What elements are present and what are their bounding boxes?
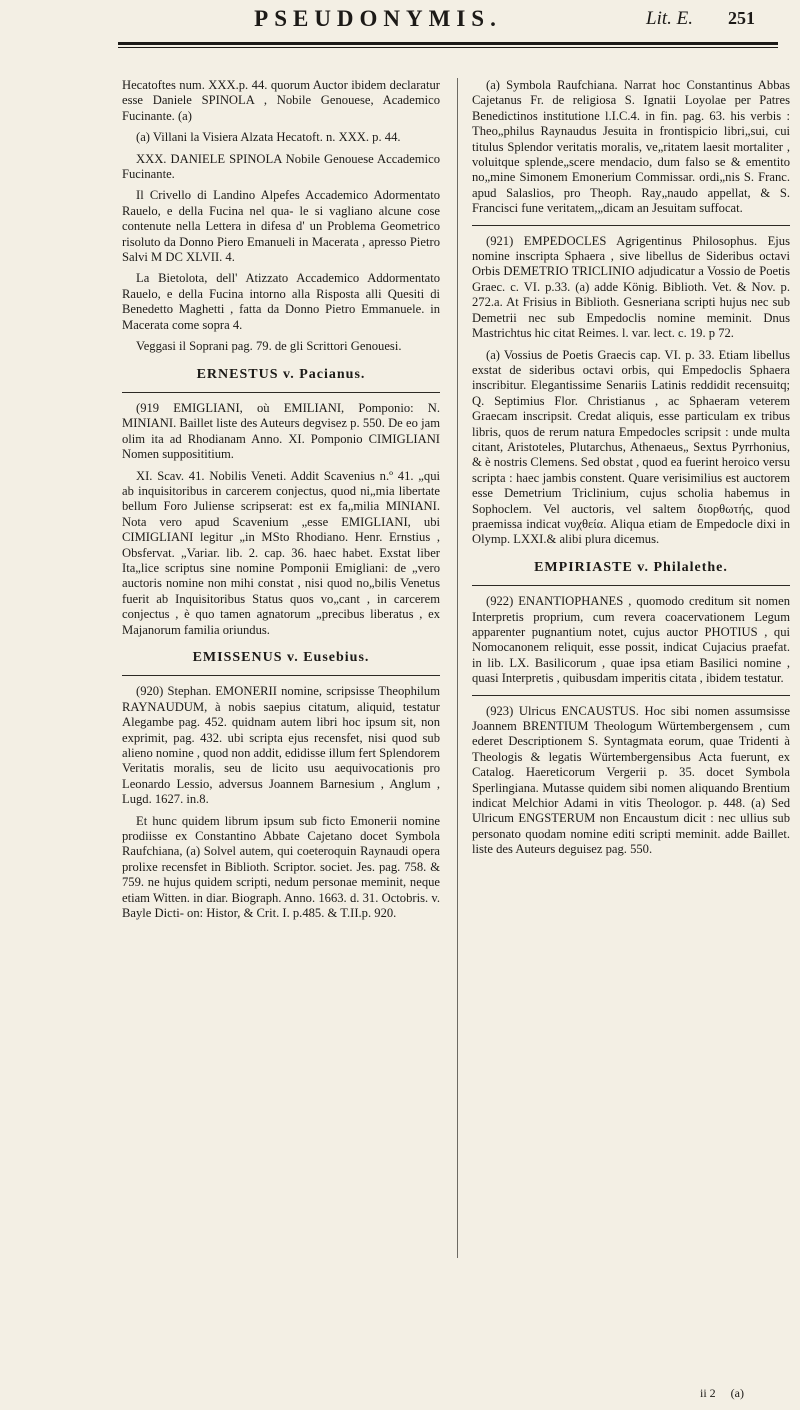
entry-heading: EMPIRIASTE v. Philalethe. [534, 559, 728, 575]
entry-heading: EMISSENUS v. Eusebius. [192, 650, 370, 665]
right-column [472, 78, 790, 864]
catchword: (a) [730, 1386, 744, 1400]
text-paragraph: (922) ENANTIOPHANES , quomodo creditum sit nomen Interpretis proprium, cum revera coacervationem Legum apparenter pugnantium notet, cujus auctor PHOTIUS , qui Nomocanonem reliquit, esse possit, indicat Cujacius praefat. in lib. LX. Basilicorum , quae ipsa etiam Basilici nomine , quasi Interpretis , quibusdam imperitis citata , ibidem testatur. [472, 594, 790, 686]
signature-mark: ii 2 [700, 1386, 716, 1400]
text-paragraph: XXX. DANIELE SPINOLA Nobile Genouese Accademico Fucinante. [122, 151, 440, 182]
entry-heading: ERNESTUS v. Pacianus. [196, 366, 366, 382]
text-paragraph: (923) Ulricus ENCAUSTUS. Hoc sibi nomen assumsisse Joannem BRENTIUM Theologum Würtembergensem , cum ederet Descriptionem S. Syntagmata eorum, quae Tridenti à Theologis & legatis Würtembergensibus Acta fuerunt, ex Catalog. Haereticorum Vergerii p. 35. docet Symbola Sperlingiana. Mutasse quidem sibi nomen aliquando Brentium indicat Melchior Adami in vitis Theologor. p. 448. (a) Sed Ulricum ENGSTERUM non Encaustum dicit : nec ullius sub personato quodam nomine editi scripti meminit. adde Baillet. liste des Auteurs deguisez pag. 550. [472, 703, 790, 857]
text-paragraph: (a) Symbola Raufchiana. Narrat hoc Constantinus Abbas Cajetanus Fr. de religiosa S. Ignatii Loyolae per Patres Benedictinos institutione l.I.C.4. in fin. pag. 63. his verbis : Theo„philus Raynaudus Jesuita in frontispicio libri„sui, cui titulus Splendor veritatis moralis, ve„ritatem laesit mortaliter , voluitque splende„scere mendacio, dum falso se & ementito no„mine Simonem Emonerium Commissar. ordi„nis S. Franc. apud Salaslios, pro Theoph. Ray„naudo appellat, & S. Francisci fune veritatem,„dicam an Jesuitam suffocat. [472, 78, 790, 216]
header-rule-thick [118, 42, 778, 45]
text-paragraph: (919 EMIGLIANI, où EMILIANI, Pomponio: N. MINIANI. Baillet liste des Auteurs degvisez p. 550. De eo jam olim ita ad Rhodianam Anno. XI. Pomponio CIMIGLIANI Nomen supposititium. [122, 400, 440, 462]
column-divider [457, 78, 458, 1258]
text-paragraph: Il Crivello di Landino Alpefes Accademico Adormentato Rauelo, e della Fucina nel qua- le si vagliano alcune cose contenute nella Lettera in difesa d' un Problema Geometrico risoluto da Donno Piero Emanueli in Macerata , apresso Pietro Salvi M DC XLVII. 4. [122, 188, 440, 265]
separator-rule [472, 695, 790, 696]
text-paragraph: Et hunc quidem librum ipsum sub ficto Emonerii nomine prodiisse ex Constantino Abbate Cajetano docet Symbola Raufchiana, (a) Solvel autem, qui coeteroquin Raynaudi opera prolixe recensfet in Biblioth. Scriptor. societ. Jes. pag. 758. & 759. ne hujus quidem scripti, nedum personae meminit, neque etiam Witten. in diar. Biograph. Anno. 1663. d. 31. Octobris. v. Bayle Dicti- on: Histor, & Crit. I. p.485. & T.II.p. 920. [122, 813, 440, 921]
separator-rule [472, 585, 790, 586]
running-title: PSEUDONYMIS. [254, 6, 502, 31]
text-paragraph: Veggasi il Soprani pag. 79. de gli Scrittori Genouesi. [136, 339, 402, 354]
text-paragraph: Hecatoftes num. XXX.p. 44. quorum Auctor ibidem declaratur esse Daniele SPINOLA , Nobile Genouese, Academico Fucinante. (a) [122, 78, 440, 123]
left-column [122, 78, 440, 928]
header-rule-thin [118, 47, 778, 48]
separator-rule [122, 675, 440, 676]
text-paragraph: (a) Vossius de Poetis Graecis cap. VI. p. 33. Etiam libellus exstat de sideribus octavi orbis, qui Empedoclis Sphaera inscribitur. Elegantissime Senariis Latinis reddidit recensuitq; Q. Septimius Flor. Christianus , ac Sphaeram veterem Graecam inscripsit. Credat aliquis, esse particulam ex tribus libris, quos de rerum natura Empedocles scripsit : unde multa citant, Aristoteles, Plutarchus, Athenaeus„ Sextus Pyrrhonius, & è nostris Clemens. Sed obstat , quod ea fuerint heroico versu scripta : haec jambis constent. Quare verisimilius est auctorem esse Demetrium Triclinium, cujus scholia habemus in Sophoclem. Vel auctoris, vel saltem διορθωτής, quod praemissa indicat νυχθεία. Aliqua etiam de Empedocle dixi in Olymp. LXXI.& alibi plura dicemus. [472, 347, 790, 547]
page-number: 251 [728, 8, 755, 28]
text-paragraph: (a) Villani la Visiera Alzata Hecatoft. n. XXX. p. 44. [136, 130, 401, 145]
text-paragraph: XI. Scav. 41. Nobilis Veneti. Addit Scavenius n.º 41. „qui ab inquisitoribus in carcerem conjectus, quod ni„mia libertate bellum Foro Juliense scripserat: est ex fa„milia MINIANI. Nota vero apud Scavenium „esse EMIGLIANI, ubi CIMIGLIANI legitur „in MSto Rhodiano. Henr. Ernstius , Obsfervat. „Variar. lib. 2. cap. 36. haec habet. Exstat liber Ita„lice scriptus sine nomine Pomponii Emigliani: de „vero auctoris nomine non mihi constat , nisi quod no„bilis Venetus fuerit ab Inquisitoribus Status quos vo„cant , in carcerem conjectus , è quo tamen agnatorum „precibus liberatus , ex Majanorum familia oriundus. [122, 468, 440, 637]
text-paragraph: (921) EMPEDOCLES Agrigentinus Philosophus. Ejus nomine inscripta Sphaera , sive libellus de Sideribus octavi Orbis DEMETRIO TRICLINIO adjudicatur a Vossio de Poetis Graec. c. VI. p.33. (a) adde König. Biblioth. Vet. & Nov. p. 272.a. At Frisius in Biblioth. Gesneriana scripti hujus nec sub Demetrii nec sub Empedoclis nomine meminit. Dnus Mastrichtus hic citat Reimes. l. var. lect. c. 19. p 72. [472, 233, 790, 341]
separator-rule [122, 392, 440, 393]
text-paragraph: La Bietolota, dell' Atizzato Accademico Addormentato Rauelo, e della Fucina intorno alla Risposta alli Quesiti di Benedetto Maghetti , fatta da Donno Pietro Emmanuele. in Macerata come sopra 4. [122, 271, 440, 332]
section-mark: Lit. E. [646, 8, 693, 29]
separator-rule [472, 225, 790, 226]
page-footer [700, 1386, 744, 1401]
page-header [118, 6, 798, 62]
text-paragraph: (920) Stephan. EMONERII nomine, scripsisse Theophilum RAYNAUDUM, à nobis saepius citatum, aliquid, testatur Alegambe pag. 452. quidnam autem libri hoc ipsum sit, non exprimit, pag. 432. ubi scripta ejus recensfet, nisi quod sub alieno nomine , quod non addit, edidisse illum fert Splendorem Veritatis moralis, seu de licito usu aequivocationis pro Leonardo Lessio, adversus Joannem Barnesium , Anglum , Lugd. 1627. in.8. [122, 684, 440, 807]
